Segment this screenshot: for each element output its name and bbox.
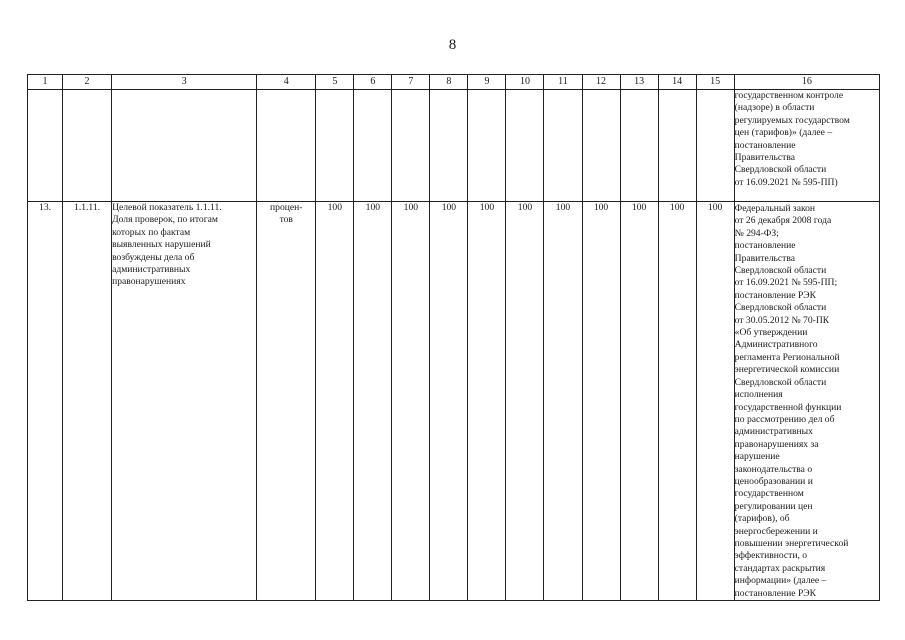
empty-cell bbox=[620, 90, 658, 202]
text-line: Свердловской области bbox=[734, 164, 827, 176]
column-header: 15 bbox=[696, 75, 734, 90]
text-line: энергосбережении и bbox=[734, 525, 818, 537]
empty-cell bbox=[63, 90, 112, 202]
indicators-table bbox=[27, 74, 880, 601]
text-line: нарушение bbox=[734, 451, 780, 463]
text-line: Свердловской области bbox=[734, 376, 827, 388]
page-number: 8 bbox=[448, 37, 457, 53]
value-cell: 100 bbox=[582, 202, 620, 601]
text-line: от 16.09.2021 № 595-ПП) bbox=[734, 176, 838, 188]
text-line: стандартах раскрытия bbox=[734, 562, 826, 574]
text-line: возбуждены дела об bbox=[112, 251, 195, 263]
text-line: эффективности, о bbox=[734, 550, 808, 562]
column-header: 8 bbox=[430, 75, 468, 90]
text-line: регулировании цен bbox=[734, 500, 813, 512]
column-header: 11 bbox=[544, 75, 582, 90]
indicator-code: 1.1.11. bbox=[63, 202, 112, 601]
column-header: 2 bbox=[63, 75, 112, 90]
indicator-name bbox=[112, 202, 257, 601]
text-line: Свердловской области bbox=[734, 302, 827, 314]
text-line: Административного bbox=[734, 339, 818, 351]
empty-cell bbox=[544, 90, 582, 202]
text-line: государственной функции bbox=[734, 401, 842, 413]
text-line: повышении энергетической bbox=[734, 537, 849, 549]
value-cell: 100 bbox=[658, 202, 696, 601]
text-line: исполнения bbox=[734, 389, 783, 401]
column-header: 6 bbox=[354, 75, 392, 90]
table-row-continuation bbox=[28, 90, 880, 202]
empty-cell bbox=[658, 90, 696, 202]
empty-cell bbox=[506, 90, 544, 202]
value-cell: 100 bbox=[506, 202, 544, 601]
table-row-13 bbox=[28, 202, 880, 601]
text-line: государственном контроле bbox=[734, 90, 844, 101]
text-line: № 294-ФЗ; bbox=[734, 227, 779, 239]
text-line: правонарушениях за bbox=[734, 438, 819, 450]
text-line: от 30.05.2012 № 70-ПК bbox=[734, 314, 830, 326]
column-header: 13 bbox=[620, 75, 658, 90]
column-header: 3 bbox=[112, 75, 257, 90]
text-line: административных bbox=[734, 426, 813, 438]
value-cell: 100 bbox=[392, 202, 430, 601]
text-line: (тарифов), об bbox=[734, 513, 790, 525]
value-cell: 100 bbox=[430, 202, 468, 601]
text-line: постановление bbox=[734, 139, 796, 151]
text-line: регламента Региональной bbox=[734, 351, 840, 363]
empty-cell bbox=[354, 90, 392, 202]
text-line: (надзоре) в области bbox=[734, 102, 815, 114]
unit-of-measure bbox=[257, 202, 316, 601]
text-line: постановление РЭК bbox=[734, 289, 817, 301]
column-header: 5 bbox=[316, 75, 354, 90]
column-header: 10 bbox=[506, 75, 544, 90]
column-header: 4 bbox=[257, 75, 316, 90]
empty-cell bbox=[582, 90, 620, 202]
column-header: 14 bbox=[658, 75, 696, 90]
empty-cell bbox=[430, 90, 468, 202]
text-line: Правительства bbox=[734, 252, 796, 264]
empty-cell bbox=[392, 90, 430, 202]
empty-cell bbox=[257, 90, 316, 202]
text-line: которых по фактам bbox=[112, 226, 191, 238]
text-line: цен (тарифов)» (далее – bbox=[734, 127, 833, 139]
empty-cell bbox=[696, 90, 734, 202]
column-header: 16 bbox=[734, 75, 879, 90]
empty-cell bbox=[28, 90, 63, 202]
text-line: Доля проверок, по итогам bbox=[112, 214, 218, 226]
text-line: Целевой показатель 1.1.11. bbox=[112, 202, 222, 213]
text-line: Федеральный закон bbox=[734, 203, 816, 214]
text-line: тов bbox=[279, 214, 293, 226]
column-header: 1 bbox=[28, 75, 63, 90]
value-cell: 100 bbox=[468, 202, 506, 601]
text-line: постановление bbox=[734, 240, 796, 252]
legal-basis-cell bbox=[734, 90, 879, 202]
text-line: по рассмотрению дел об bbox=[734, 413, 835, 425]
text-line: постановление РЭК bbox=[734, 587, 817, 599]
text-line: информации» (далее – bbox=[734, 575, 827, 587]
column-header: 7 bbox=[392, 75, 430, 90]
text-line: ценообразовании и bbox=[734, 475, 813, 487]
empty-cell bbox=[112, 90, 257, 202]
text-line: регулируемых государством bbox=[734, 114, 850, 126]
text-line: «Об утверждении bbox=[734, 327, 808, 339]
text-line: энергетической комиссии bbox=[734, 364, 840, 376]
text-line: процен- bbox=[270, 202, 303, 213]
value-cell: 100 bbox=[354, 202, 392, 601]
column-number-row bbox=[28, 75, 880, 90]
text-line: от 16.09.2021 № 595-ПП; bbox=[734, 277, 838, 289]
empty-cell bbox=[468, 90, 506, 202]
text-line: выявленных нарушений bbox=[112, 239, 211, 251]
text-line: правонарушениях bbox=[112, 276, 186, 288]
empty-cell bbox=[316, 90, 354, 202]
text-line: от 26 декабря 2008 года bbox=[734, 215, 832, 227]
column-header: 9 bbox=[468, 75, 506, 90]
text-line: Правительства bbox=[734, 152, 796, 164]
value-cell: 100 bbox=[620, 202, 658, 601]
value-cell: 100 bbox=[544, 202, 582, 601]
legal-basis-cell bbox=[734, 202, 879, 601]
text-line: законодательства о bbox=[734, 463, 813, 475]
value-cell: 100 bbox=[696, 202, 734, 601]
text-line: Свердловской области bbox=[734, 265, 827, 277]
value-cell: 100 bbox=[316, 202, 354, 601]
column-header: 12 bbox=[582, 75, 620, 90]
text-line: государственном bbox=[734, 488, 804, 500]
text-line: административных bbox=[112, 264, 191, 276]
row-number: 13. bbox=[28, 202, 63, 601]
